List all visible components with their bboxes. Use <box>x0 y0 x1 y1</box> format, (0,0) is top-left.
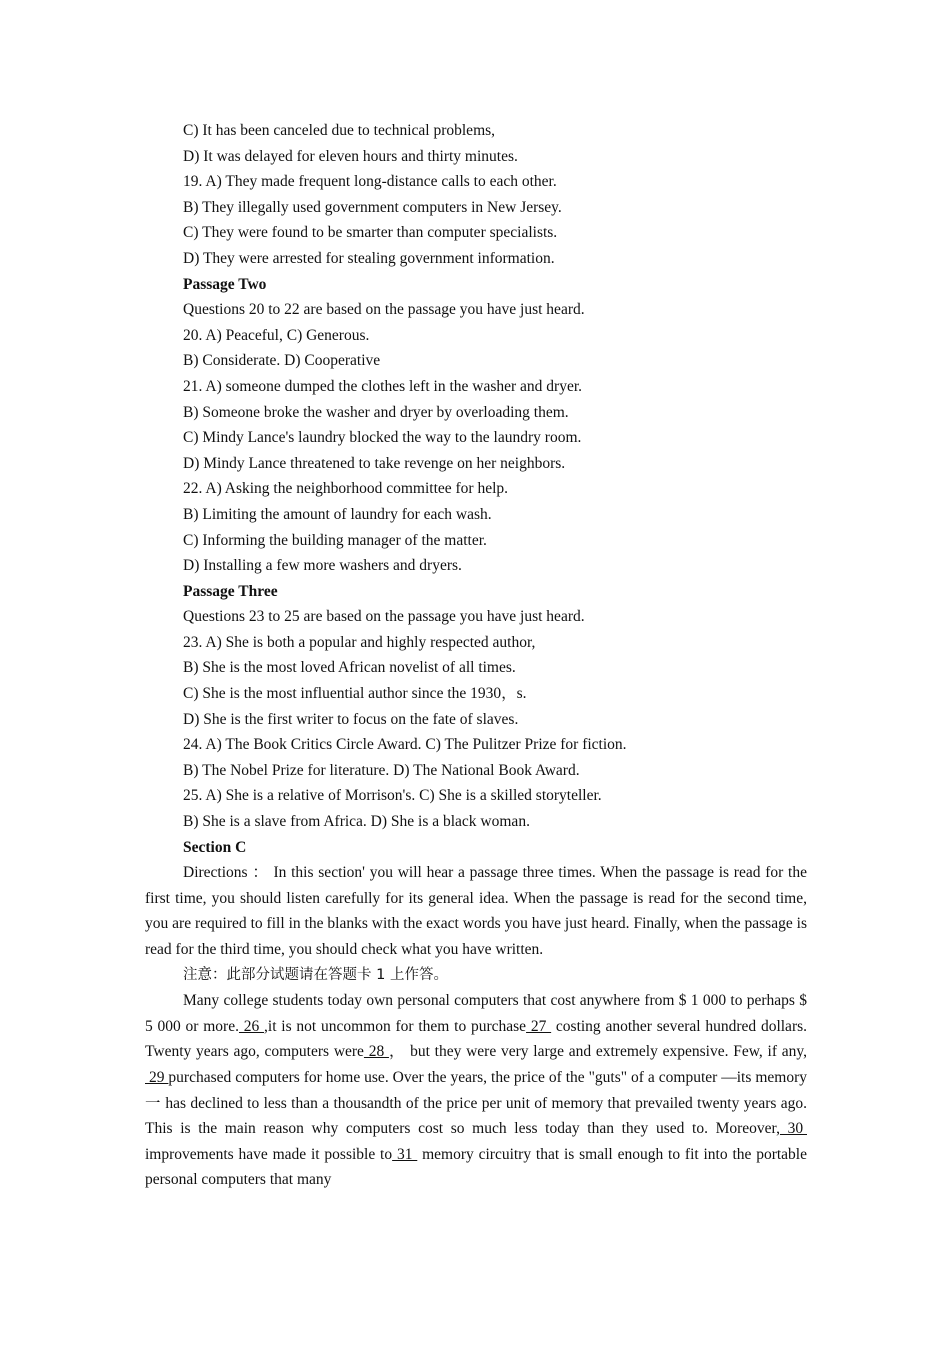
passage-three-heading: Passage Three <box>183 582 278 600</box>
option-line: D) Mindy Lance threatened to take revenge on her neighbors. <box>183 454 566 472</box>
blank-30: 30 <box>779 1120 807 1138</box>
option-line: D) They were arrested for stealing government information. <box>183 249 555 267</box>
blank-26: 26 <box>238 1017 265 1035</box>
question-line: 19. A) They made frequent long-distance calls to each other. <box>183 173 557 191</box>
blank-31: 31 <box>392 1145 418 1163</box>
note-line: 注意：此部分试题请在答题卡 1 上作答。 <box>183 966 448 983</box>
option-line: B) The Nobel Prize for literature. D) The National Book Award. <box>183 761 580 779</box>
instruction-line: Questions 23 to 25 are based on the passage you have just heard. <box>183 608 585 626</box>
option-line: C) It has been canceled due to technical problems, <box>183 122 496 139</box>
passage-text: purchased computers for home use. Over the years, the price of the "guts" of a computer —its memory 一 has declined to less than a thousandth of the price per unit of memory that prevailed twenty years ago. This is the main reason why computers cost so much less today than they used to. Moreover, <box>145 1068 808 1138</box>
option-line: B) They illegally used government computers in New Jersey. <box>183 198 562 216</box>
option-line: B) Limiting the amount of laundry for each wash. <box>183 505 492 523</box>
option-line: C) She is the most influential author since the 1930，s. <box>183 685 527 703</box>
question-line: 23. A) She is both a popular and highly respected author, <box>183 633 536 651</box>
passage-two-heading: Passage Two <box>183 275 267 293</box>
option-line: D) Installing a few more washers and dryers. <box>183 557 462 575</box>
passage-text: ， but they were very large and extremely expensive. Few, if any, <box>388 1043 807 1061</box>
question-line: 24. A) The Book Critics Circle Award. C) The Pulitzer Prize for fiction. <box>183 736 627 754</box>
section-c-heading: Section C <box>183 838 247 856</box>
option-line: D) She is the first writer to focus on the fate of slaves. <box>183 710 519 728</box>
option-line: B) Someone broke the washer and dryer by overloading them. <box>183 403 569 421</box>
option-line: B) Considerate. D) Cooperative <box>183 352 381 370</box>
option-line: B) She is a slave from Africa. D) She is a black woman. <box>183 813 530 831</box>
blank-28: 28 <box>363 1043 389 1061</box>
option-line: D) It was delayed for eleven hours and thirty minutes. <box>183 147 518 165</box>
passage-text: ,it is not uncommon for them to purchase <box>264 1017 527 1035</box>
question-line: 21. A) someone dumped the clothes left in the washer and dryer. <box>183 377 583 395</box>
blank-29: 29 <box>145 1068 169 1086</box>
question-line: 25. A) She is a relative of Morrison's. C) She is a skilled storyteller. <box>183 787 602 805</box>
option-line: C) Informing the building manager of the matter. <box>183 531 487 549</box>
instruction-line: Questions 20 to 22 are based on the passage you have just heard. <box>183 301 585 319</box>
passage-text: improvements have made it possible to <box>145 1145 393 1163</box>
passage-text: costing another several hundred dollars. Twenty years ago, computers were <box>145 1017 808 1061</box>
option-line: C) They were found to be smarter than computer specialists. <box>183 224 558 242</box>
cloze-passage <box>145 988 807 1193</box>
option-line: B) She is the most loved African novelist of all times. <box>183 659 516 677</box>
directions-text: Directions ： In this section' you will hear a passage three times. When the passage is read for the first time, you should listen carefully for its general idea. When the passage is read for the second time, you are required to fill in the blanks with the exact words you have just heard. Finally, when the passage is read for the third time, you should check what you have written. <box>145 864 807 958</box>
passage-text: Many college students today own personal computers that cost anywhere from $ 1 000 to perhaps $ 5 000 or more. <box>145 992 807 1035</box>
question-line: 20. A) Peaceful, C) Generous. <box>183 326 370 344</box>
document-body <box>145 118 807 1193</box>
question-line: 22. A) Asking the neighborhood committee for help. <box>183 480 509 498</box>
directions-paragraph <box>145 860 807 962</box>
passage-text: memory circuitry that is small enough to fit into the portable personal computers that many <box>145 1145 807 1189</box>
option-line: C) Mindy Lance's laundry blocked the way to the laundry room. <box>183 429 582 447</box>
blank-27: 27 <box>526 1017 552 1035</box>
